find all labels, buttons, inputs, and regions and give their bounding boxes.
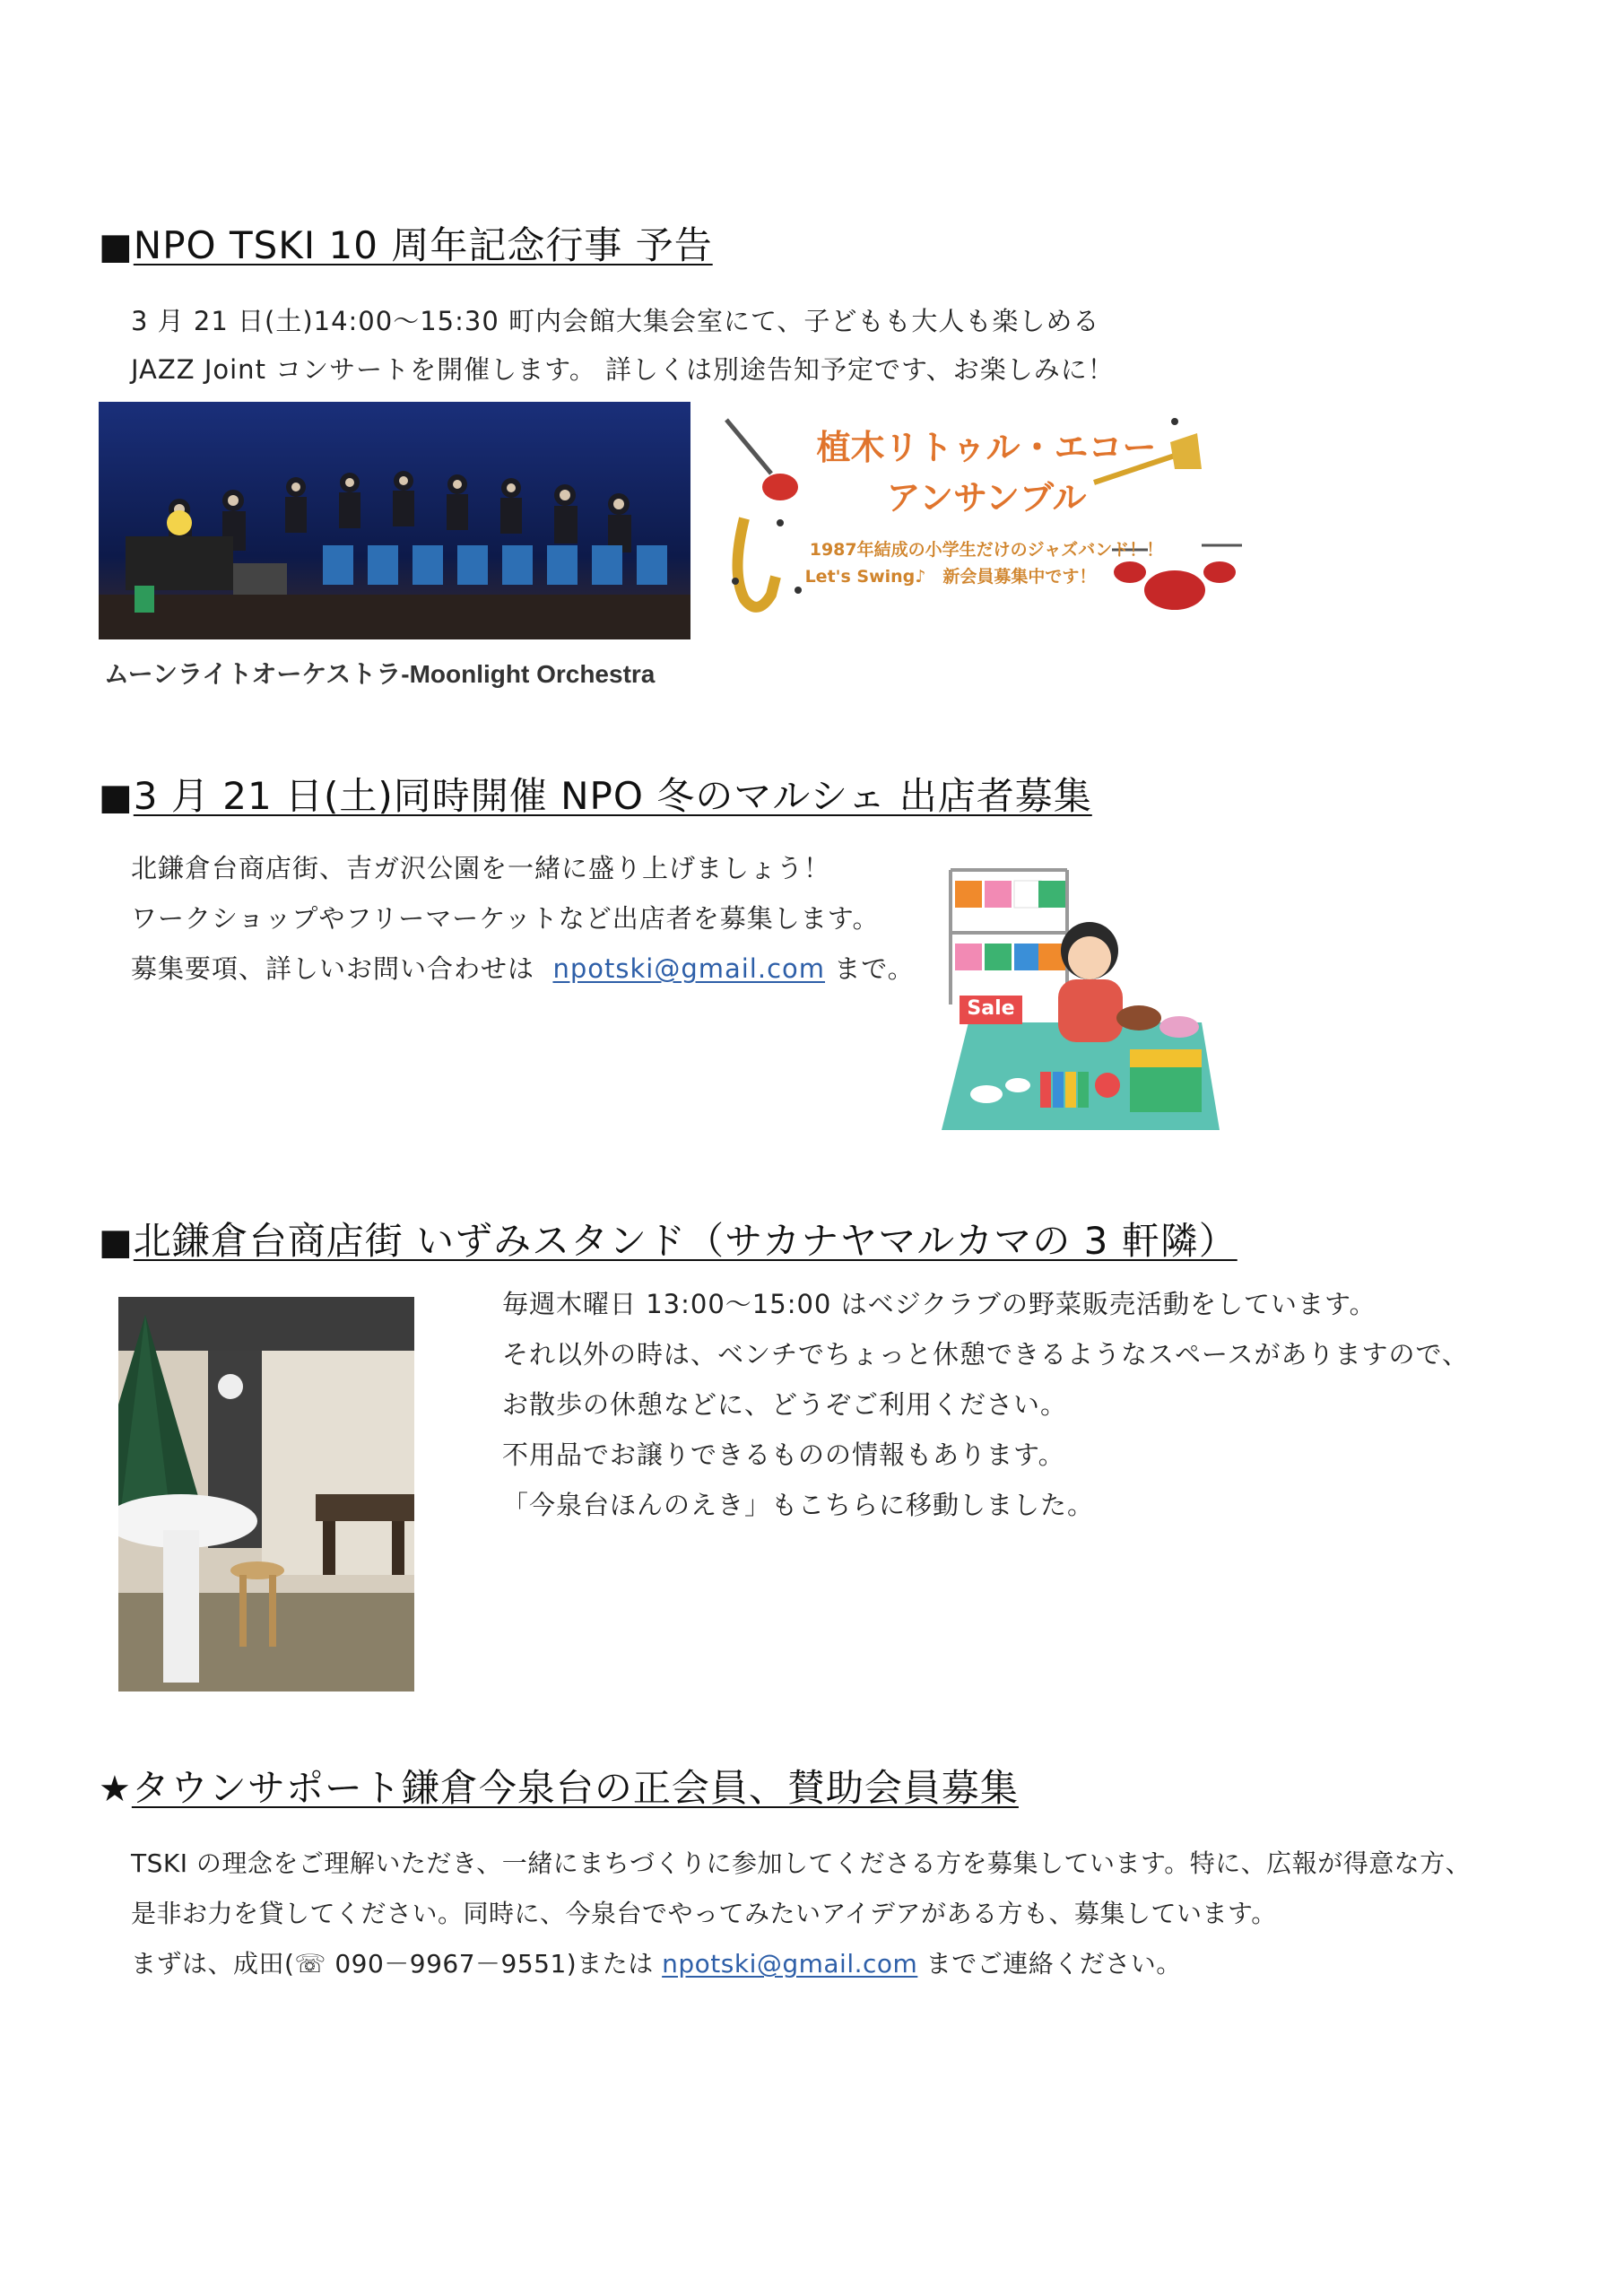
ensemble-poster xyxy=(708,402,1264,639)
section2-line-3-prefix: 募集要項、詳しいお問い合わせは xyxy=(131,953,535,984)
section4-line-3-suffix: までご連絡ください。 xyxy=(925,1949,1182,1979)
square-bullet-icon: ■ xyxy=(99,777,134,818)
star-icon: ★ xyxy=(99,1769,132,1810)
izumi-stand-photo xyxy=(118,1297,414,1692)
section3-line-3: お散歩の休憩などに、どうぞご利用ください。 xyxy=(502,1389,1068,1420)
section4-heading xyxy=(99,1763,1019,1814)
poster-sub-1: 1987年結成の小学生だけのジャズバンド！！ xyxy=(809,540,1164,560)
section1-heading xyxy=(99,221,713,272)
section3-line-1: 毎週木曜日 13:00～15:00 はベジクラブの野菜販売活動をしています。 xyxy=(502,1289,1376,1319)
orchestra-caption: ムーンライトオーケストラ-Moonlight Orchestra xyxy=(104,660,656,688)
section1-line-2: JAZZ Joint コンサートを開催します。 詳しくは別途告知予定です、お楽しみに！ xyxy=(131,354,1115,385)
section4-line-1: TSKI の理念をご理解いただき、一緒にまちづくりに参加してくださる方を募集しています。特に、広報が得意な方、 xyxy=(131,1848,1472,1878)
section2-line-3-suffix: まで。 xyxy=(834,953,915,984)
section1-title: NPO TSKI 10 周年記念行事 予告 xyxy=(133,223,713,267)
email-link[interactable]: npotski@gmail.com xyxy=(662,1949,918,1979)
section2-line-3 xyxy=(131,951,915,987)
section3-title: 北鎌倉台商店街 いずみスタンド（サカナヤマルカマの 3 軒隣） xyxy=(133,1219,1238,1263)
section2-line-2: ワークショップやフリーマーケットなど出店者を募集します。 xyxy=(131,903,880,934)
section4-line-3 xyxy=(131,1946,1182,1982)
section3-line-5: 「今泉台ほんのえき」もこちらに移動しました。 xyxy=(502,1490,1095,1520)
email-link[interactable]: npotski@gmail.com xyxy=(552,953,826,984)
flea-market-illustration xyxy=(933,861,1229,1130)
section1-line-1: 3 月 21 日(土)14:00～15:30 町内会館大集会室にて、子どもも大人も楽しめる xyxy=(131,306,1100,336)
section3-heading xyxy=(99,1216,1238,1267)
orchestra-photo xyxy=(99,402,690,639)
sale-sign: Sale xyxy=(967,997,1015,1020)
section2-heading xyxy=(99,771,1092,822)
poster-sub-2: Let's Swing♪ 新会員募集中です！ xyxy=(804,567,1097,587)
section2-line-1: 北鎌倉台商店街、吉ガ沢公園を一緒に盛り上げましょう！ xyxy=(131,853,831,883)
section3-line-2: それ以外の時は、ベンチでちょっと休憩できるようなスペースがありますので、 xyxy=(502,1339,1469,1370)
section4-title: タウンサポート鎌倉今泉台の正会員、賛助会員募集 xyxy=(131,1766,1019,1810)
poster-title-1: 植木リトゥル・エコー xyxy=(816,428,1157,467)
section4-line-3-prefix: まずは、成田(☏ 090－9967－9551)または xyxy=(131,1949,654,1979)
square-bullet-icon: ■ xyxy=(99,226,134,267)
section4-line-2: 是非お力を貸してください。同時に、今泉台でやってみたいアイデアがある方も、募集しています。 xyxy=(131,1899,1277,1928)
square-bullet-icon: ■ xyxy=(99,1222,134,1263)
section3-line-4: 不用品でお譲りできるものの情報もあります。 xyxy=(502,1439,1065,1470)
poster-title-2: アンサンブル xyxy=(886,478,1087,517)
section2-title: 3 月 21 日(土)同時開催 NPO 冬のマルシェ 出店者募集 xyxy=(133,774,1092,818)
